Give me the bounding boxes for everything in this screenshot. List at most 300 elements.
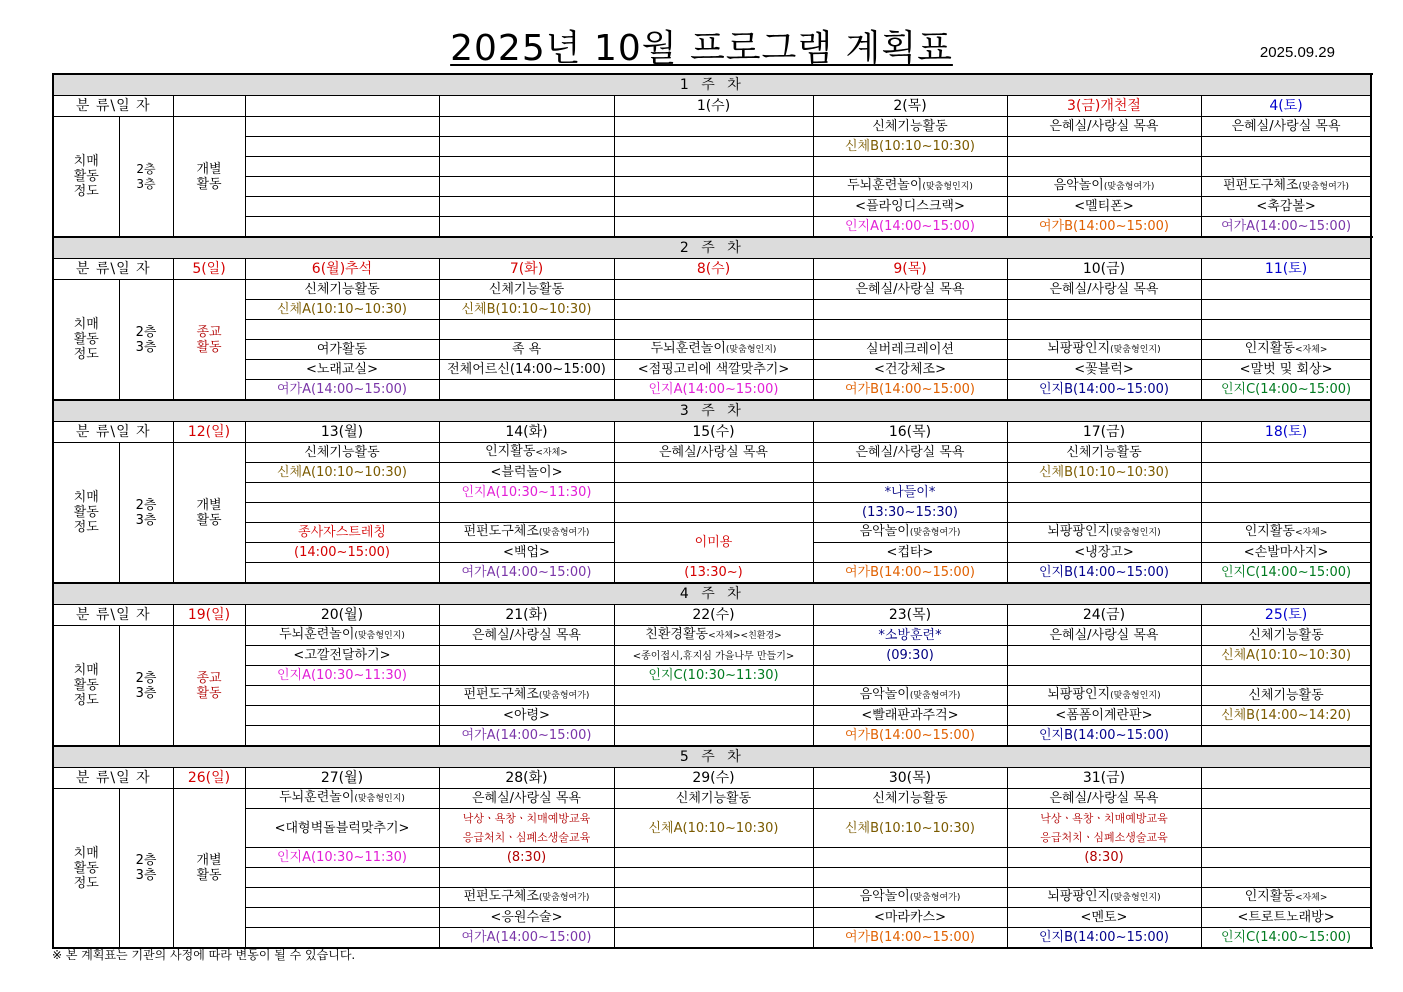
activity-cell <box>813 563 1007 584</box>
date-label: 30(목) <box>888 769 932 786</box>
activity-cell <box>813 177 1007 197</box>
activity-cell <box>813 340 1007 360</box>
date-header-cell <box>173 605 245 626</box>
activity-subtag: (맞춤형여가) <box>538 691 590 701</box>
activity-text: 여가A(14:00~15:00) <box>277 382 407 397</box>
activity-cell <box>1201 523 1371 543</box>
activity-cell <box>245 809 439 848</box>
activity-cell <box>439 503 614 523</box>
activity-cell <box>1201 117 1371 137</box>
date-label: 21(화) <box>505 606 548 623</box>
activity-cell <box>813 848 1007 868</box>
activity-cell <box>1007 320 1201 340</box>
activity-text: <컵타> <box>886 545 934 560</box>
date-label: 2(목) <box>893 97 927 114</box>
activity-cell <box>245 666 439 686</box>
floor-label: 2층 <box>135 497 157 513</box>
activity-cell <box>1007 217 1201 238</box>
activity-text: 신체기능활동 <box>872 119 948 134</box>
activity-text: 신체A(10:10~10:30) <box>1221 648 1352 663</box>
activity-cell <box>813 137 1007 157</box>
activity-cell <box>1007 706 1201 726</box>
activity-cell <box>439 320 614 340</box>
activity-text: 인지A(10:30~11:30) <box>461 485 592 500</box>
activity-text: 친환경활동 <box>645 627 709 642</box>
activity-subtag: (맞춤형여가) <box>1103 182 1155 192</box>
activity-cell <box>245 340 439 360</box>
date-label: 7(화) <box>509 260 544 277</box>
activity-cell <box>1007 908 1201 928</box>
activity-text: 인지B(14:00~15:00) <box>1039 930 1169 945</box>
activity-cell <box>245 543 439 563</box>
activity-cell <box>439 848 614 868</box>
activity-text: 뇌팡팡인지 <box>1047 341 1111 356</box>
date-label: 4(토) <box>1269 97 1303 114</box>
activity-cell <box>614 908 813 928</box>
activity-row <box>53 868 1371 888</box>
activity-subtag: (맞춤형여가) <box>538 528 590 538</box>
activity-cell <box>614 280 813 300</box>
date-header-cell <box>1007 768 1201 789</box>
activity-cell <box>1007 789 1201 809</box>
activity-type-label: 종교 <box>196 324 222 340</box>
activity-cell <box>439 157 614 177</box>
activity-row <box>53 928 1371 949</box>
activity-text: 여가A(14:00~15:00) <box>461 565 592 580</box>
activity-row <box>53 706 1371 726</box>
activity-text: <마라카스> <box>873 910 947 925</box>
activity-text: <대형벽돌블럭맞추기> <box>274 820 410 836</box>
date-label: 6(월)추석 <box>311 260 373 277</box>
activity-cell <box>1201 686 1371 706</box>
activity-text: 은혜실/사랑실 목욕 <box>472 791 581 806</box>
activity-cell <box>439 789 614 809</box>
activity-cell <box>245 523 439 543</box>
activity-text: 음악놀이 <box>859 524 910 539</box>
activity-cell <box>1201 503 1371 523</box>
date-header-cell <box>1201 259 1371 280</box>
floor-label: 3층 <box>135 868 157 883</box>
activity-text: (14:00~15:00) <box>294 545 390 560</box>
activity-cell <box>614 137 813 157</box>
date-header-cell <box>1201 422 1371 443</box>
activity-text: 인지A(10:30~11:30) <box>277 668 407 683</box>
activity-text: 인지C(14:00~15:00) <box>1220 565 1352 580</box>
activity-row <box>53 280 1371 300</box>
date-header-cell <box>813 96 1007 117</box>
activity-type-cell <box>173 443 245 584</box>
activity-cell <box>1201 543 1371 563</box>
activity-cell <box>614 646 813 666</box>
activity-cell <box>1201 217 1371 238</box>
floor-label: 3층 <box>135 512 157 528</box>
activity-text: 신체B(10:10~10:30) <box>845 820 975 836</box>
activity-cell <box>245 320 439 340</box>
activity-cell <box>813 463 1007 483</box>
activity-cell <box>614 726 813 747</box>
activity-text: 음악놀이 <box>859 687 910 702</box>
activity-cell <box>813 908 1007 928</box>
activity-text: <트로트노래방> <box>1237 910 1335 925</box>
activity-text: 신체기능활동 <box>304 282 380 297</box>
floor-cell <box>119 280 173 401</box>
activity-cell <box>245 686 439 706</box>
activity-cell <box>813 300 1007 320</box>
activity-type-label: 개별 <box>196 497 222 513</box>
date-label: 11(토) <box>1264 260 1308 277</box>
activity-cell <box>614 848 813 868</box>
category-line: 정도 <box>73 693 99 708</box>
date-header-row <box>53 96 1371 117</box>
activity-text: 신체기능활동 <box>675 791 752 806</box>
activity-cell <box>1007 563 1201 584</box>
activity-cell <box>614 809 813 848</box>
date-header-cell <box>439 605 614 626</box>
date-label: 12(일) <box>187 423 231 440</box>
activity-cell <box>439 908 614 928</box>
activity-type-label: 활동 <box>196 176 222 192</box>
activity-subtag: (맞춤형여가) <box>909 528 961 538</box>
activity-text: 은혜실/사랑실 목욕 <box>855 282 965 297</box>
footnote: ※ 본 계획표는 기관의 사정에 따라 변동이 될 수 있습니다. <box>52 948 356 962</box>
activity-cell <box>614 360 813 380</box>
activity-row <box>53 360 1371 380</box>
activity-text: 인지활동 <box>1244 524 1295 539</box>
activity-text: 은혜실/사랑실 목욕 <box>1049 791 1159 806</box>
date-label: 31(금) <box>1082 769 1126 786</box>
activity-text: 여가B(14:00~15:00) <box>845 728 975 743</box>
activity-cell <box>1007 646 1201 666</box>
category-cell <box>53 443 119 584</box>
activity-cell <box>439 217 614 238</box>
activity-text: <종이접시,휴지심 가을나무 만들기> <box>632 650 795 662</box>
activity-cell <box>245 726 439 747</box>
activity-row <box>53 380 1371 401</box>
activity-text: 인지A(14:00~15:00) <box>648 382 779 397</box>
activity-cell <box>614 117 813 137</box>
date-header-cell <box>173 96 245 117</box>
activity-cell <box>1007 340 1201 360</box>
activity-row <box>53 197 1371 217</box>
category-line: 정도 <box>73 347 99 362</box>
activity-cell <box>1007 300 1201 320</box>
activity-cell <box>1201 320 1371 340</box>
activity-row <box>53 809 1371 848</box>
activity-cell <box>1201 340 1371 360</box>
activity-text: 여가B(14:00~15:00) <box>845 382 975 397</box>
activity-cell <box>1007 157 1201 177</box>
activity-cell <box>1201 300 1371 320</box>
activity-cell <box>1201 908 1371 928</box>
activity-text: 낙상ㆍ욕창ㆍ치매예방교육 응급처치ㆍ심폐소생술교육 <box>1040 812 1168 844</box>
activity-text: <꽃블럭> <box>1074 362 1134 377</box>
category-date-label: 분 류\일 자 <box>53 768 173 789</box>
activity-text: (09:30) <box>886 648 934 663</box>
date-label: 13(월) <box>320 423 364 440</box>
activity-subtag: (맞춤형여가) <box>1298 182 1349 192</box>
activity-text: 종사자스트레칭 <box>298 525 386 540</box>
activity-cell <box>614 686 813 706</box>
activity-cell <box>614 706 813 726</box>
activity-cell <box>439 928 614 949</box>
activity-text: <고깔전달하기> <box>293 648 391 663</box>
activity-type-label: 종교 <box>196 670 222 686</box>
date-label: 3(금)개천절 <box>1067 97 1141 114</box>
activity-cell <box>245 380 439 401</box>
date-header-cell <box>439 422 614 443</box>
activity-cell <box>813 789 1007 809</box>
activity-cell <box>1007 868 1201 888</box>
activity-cell <box>245 626 439 646</box>
floor-label: 2층 <box>135 670 157 686</box>
activity-text: 인지C(14:00~15:00) <box>1220 382 1352 397</box>
activity-cell <box>1007 177 1201 197</box>
activity-cell <box>1201 157 1371 177</box>
activity-cell <box>1201 137 1371 157</box>
activity-cell <box>439 137 614 157</box>
floor-label: 3층 <box>135 339 157 355</box>
activity-text: 신체B(14:00~14:20) <box>1221 708 1352 723</box>
activity-text: 신체기능활동 <box>1248 688 1324 703</box>
week-title: 1 주 차 <box>53 74 1371 96</box>
activity-cell <box>245 360 439 380</box>
category-cell <box>53 117 119 238</box>
activity-cell <box>245 197 439 217</box>
activity-subtag: (맞춤형인지) <box>1110 691 1161 701</box>
activity-text: 뇌팡팡인지 <box>1047 889 1111 904</box>
category-line: 활동 <box>73 505 99 520</box>
activity-cell <box>1007 928 1201 949</box>
activity-text: 낙상ㆍ욕창ㆍ치매예방교육 응급처치ㆍ심폐소생술교육 <box>462 812 591 844</box>
date-header-cell <box>173 259 245 280</box>
activity-cell <box>1201 197 1371 217</box>
date-header-cell <box>614 259 813 280</box>
activity-cell <box>439 380 614 401</box>
activity-cell <box>614 443 813 463</box>
activity-text: <냉장고> <box>1074 545 1134 560</box>
activity-cell <box>439 888 614 908</box>
activity-cell <box>1007 543 1201 563</box>
activity-cell <box>1201 848 1371 868</box>
activity-subtag: <자체> <box>1294 528 1328 538</box>
activity-cell <box>1201 360 1371 380</box>
date-header-cell <box>245 96 439 117</box>
category-line: 활동 <box>73 169 99 184</box>
activity-cell <box>1201 888 1371 908</box>
activity-cell <box>813 868 1007 888</box>
date-header-cell <box>1201 605 1371 626</box>
activity-text: 신체기능활동 <box>1066 445 1142 460</box>
activity-text: 여가A(14:00~15:00) <box>461 728 592 743</box>
activity-text: 신체기능활동 <box>872 791 948 806</box>
activity-cell <box>1201 646 1371 666</box>
activity-row <box>53 789 1371 809</box>
activity-cell <box>614 563 813 584</box>
activity-cell <box>614 300 813 320</box>
activity-text: 인지활동 <box>485 444 536 459</box>
date-label: 25(토) <box>1264 606 1308 623</box>
category-date-label: 분 류\일 자 <box>53 96 173 117</box>
activity-cell <box>1007 666 1201 686</box>
category-line: 정도 <box>73 520 99 535</box>
floor-cell <box>119 626 173 747</box>
activity-row <box>53 503 1371 523</box>
date-header-row <box>53 768 1371 789</box>
date-header-cell <box>173 422 245 443</box>
activity-row <box>53 177 1371 197</box>
activity-cell <box>439 280 614 300</box>
activity-subtag: <자체> <box>1294 345 1328 355</box>
activity-cell <box>1007 360 1201 380</box>
date-label: 26(일) <box>187 769 231 786</box>
activity-text: 인지A(10:30~11:30) <box>277 850 407 865</box>
category-date-label: 분 류\일 자 <box>53 259 173 280</box>
activity-cell <box>1201 626 1371 646</box>
activity-cell <box>614 463 813 483</box>
activity-text: 은혜실/사랑실 목욕 <box>855 445 965 460</box>
activity-text: 인지B(14:00~15:00) <box>1039 382 1169 397</box>
activity-row <box>53 320 1371 340</box>
activity-text: 뇌팡팡인지 <box>1047 524 1111 539</box>
activity-cell <box>1201 563 1371 584</box>
program-schedule-table <box>52 73 1372 949</box>
activity-text: 펀펀도구체조 <box>1223 178 1299 193</box>
activity-cell <box>245 928 439 949</box>
activity-cell <box>1201 483 1371 503</box>
floor-label: 3층 <box>135 685 157 701</box>
date-header-cell <box>245 605 439 626</box>
activity-text: 신체A(10:10~10:30) <box>277 302 407 317</box>
activity-text: <빨래판과주걱> <box>861 708 959 723</box>
activity-row <box>53 888 1371 908</box>
activity-cell <box>1201 928 1371 949</box>
week-title-row <box>53 583 1371 605</box>
activity-row <box>53 483 1371 503</box>
activity-cell <box>614 320 813 340</box>
date-header-cell <box>813 422 1007 443</box>
date-header-cell <box>614 96 813 117</box>
week-title-row <box>53 74 1371 96</box>
date-label: 15(수) <box>692 423 735 440</box>
activity-cell <box>614 789 813 809</box>
activity-text: 실버레크레이션 <box>866 342 954 357</box>
date-header-cell <box>1007 605 1201 626</box>
activity-cell <box>245 217 439 238</box>
activity-text: 두뇌훈련놀이 <box>847 178 923 193</box>
activity-text: <건강체조> <box>873 362 947 377</box>
page-title: 2025년 10월 프로그램 계획표 <box>450 28 953 69</box>
date-label: 19(일) <box>187 606 231 623</box>
activity-cell <box>439 686 614 706</box>
activity-text: 신체A(10:10~10:30) <box>648 820 779 836</box>
activity-text: 족 욕 <box>511 342 542 357</box>
date-label: 14(화) <box>505 423 548 440</box>
activity-text: 여가활동 <box>316 342 368 357</box>
activity-cell <box>439 300 614 320</box>
activity-cell <box>245 463 439 483</box>
activity-text: 두뇌훈련놀이 <box>650 341 726 356</box>
activity-cell <box>439 868 614 888</box>
activity-subtag: (맞춤형인지) <box>354 794 405 804</box>
activity-text: <손발마사지> <box>1243 545 1329 560</box>
activity-cell <box>614 340 813 360</box>
activity-cell <box>813 360 1007 380</box>
activity-cell <box>1007 197 1201 217</box>
activity-cell <box>439 340 614 360</box>
activity-cell <box>614 217 813 238</box>
date-label: 9(목) <box>893 260 927 277</box>
category-date-label: 분 류\일 자 <box>53 605 173 626</box>
activity-type-cell <box>173 280 245 401</box>
activity-subtag: (맞춤형인지) <box>354 631 405 641</box>
floor-label: 3층 <box>136 176 156 191</box>
activity-cell <box>813 380 1007 401</box>
activity-cell <box>439 360 614 380</box>
date-header-cell <box>245 768 439 789</box>
activity-cell <box>1007 888 1201 908</box>
date-label: 20(월) <box>320 606 364 623</box>
activity-cell <box>614 666 813 686</box>
date-header-cell <box>1201 768 1371 789</box>
activity-cell <box>1007 726 1201 747</box>
date-label: 17(금) <box>1082 423 1126 440</box>
activity-row <box>53 217 1371 238</box>
activity-row <box>53 848 1371 868</box>
week-title-row <box>53 237 1371 259</box>
activity-type-label: 활동 <box>196 339 222 355</box>
activity-text: 신체기능활동 <box>1248 628 1324 643</box>
activity-text: 전체어르신(14:00~15:00) <box>447 362 606 377</box>
category-cell <box>53 626 119 747</box>
activity-text: 펀펀도구체조 <box>463 889 539 904</box>
activity-cell <box>245 137 439 157</box>
activity-cell <box>439 443 614 463</box>
activity-cell <box>813 543 1007 563</box>
floor-label: 2층 <box>135 324 157 340</box>
activity-text: 인지B(14:00~15:00) <box>1039 728 1169 743</box>
activity-cell <box>1201 789 1371 809</box>
activity-text: *나들이* <box>884 485 936 500</box>
activity-subtag: <자체> <box>1294 893 1328 903</box>
activity-type-label: 개별 <box>196 161 222 177</box>
date-header-cell <box>813 605 1007 626</box>
activity-cell <box>439 646 614 666</box>
date-label: 23(목) <box>888 606 932 623</box>
date-header-row <box>53 422 1371 443</box>
floor-cell <box>119 117 173 238</box>
activity-text: 펀펀도구체조 <box>463 687 539 702</box>
activity-cell <box>439 726 614 747</box>
floor-label: 2층 <box>135 853 157 868</box>
activity-cell <box>813 928 1007 949</box>
activity-cell <box>245 300 439 320</box>
activity-cell <box>614 868 813 888</box>
category-line: 정도 <box>73 184 99 199</box>
date-header-cell <box>439 768 614 789</box>
week-title: 3 주 차 <box>53 400 1371 422</box>
date-label: 1(수) <box>696 97 731 114</box>
activity-cell <box>245 888 439 908</box>
activity-cell <box>245 157 439 177</box>
activity-cell <box>245 789 439 809</box>
date-header-row <box>53 259 1371 280</box>
activity-cell <box>813 726 1007 747</box>
activity-cell <box>813 706 1007 726</box>
activity-text: <말벗 및 회상> <box>1239 362 1333 377</box>
activity-cell <box>614 380 813 401</box>
activity-cell <box>439 563 614 584</box>
activity-cell <box>614 197 813 217</box>
